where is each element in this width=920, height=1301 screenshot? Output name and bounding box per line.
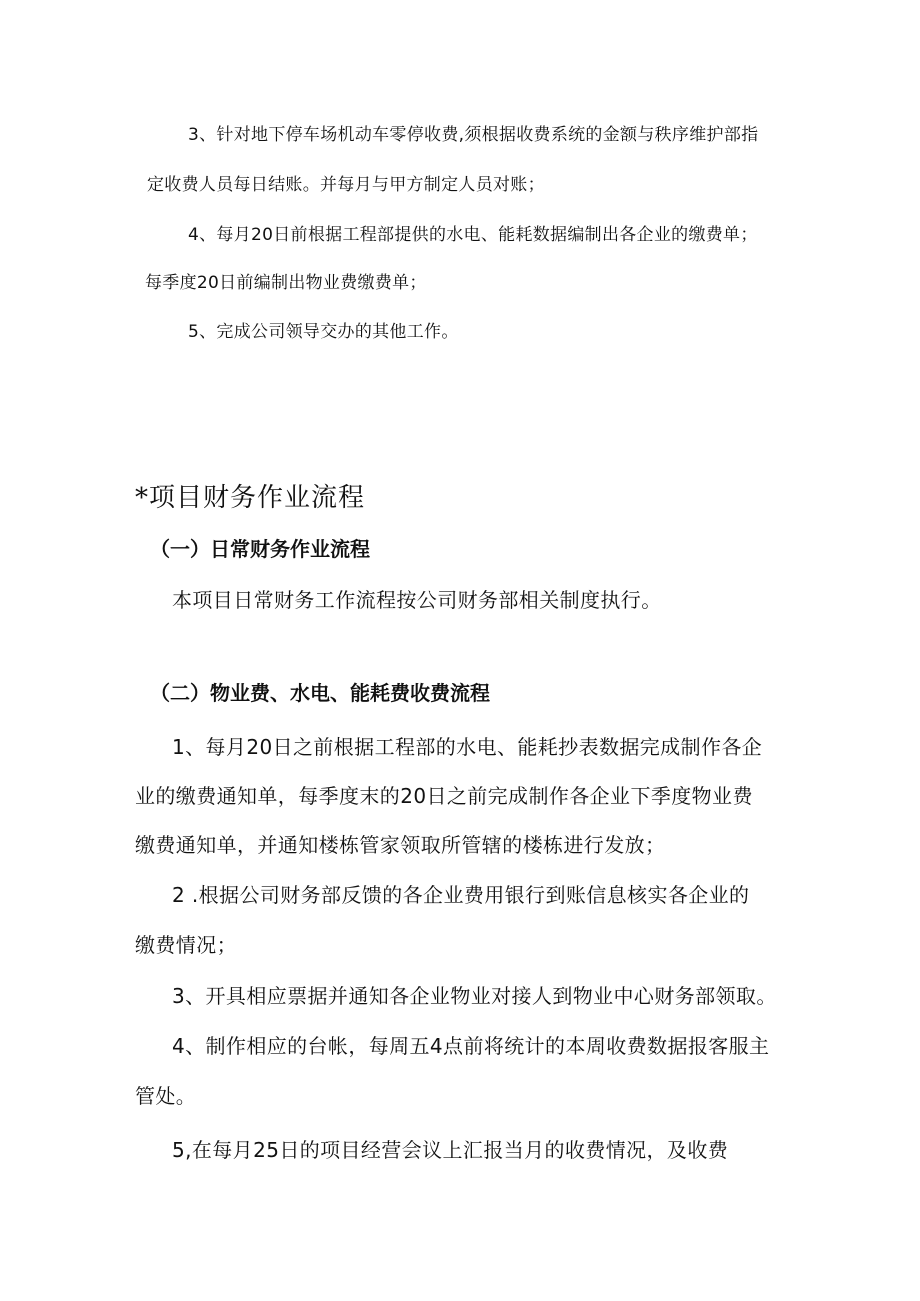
section-title: *项目财务作业流程 — [135, 483, 366, 513]
item-3-line-2: 定收费人员每日结账。并每月与甲方制定人员对账； — [147, 175, 545, 195]
paragraph-line: 缴费通知单，并通知楼栋管家领取所管辖的楼栋进行发放； — [135, 833, 666, 857]
item-4-line-2: 每季度20日前编制出物业费缴费单； — [145, 273, 427, 293]
item-4-line-1: 4、每月20日前根据工程部提供的水电、能耗数据编制出各企业的缴费单； — [188, 225, 758, 245]
subsection-heading-1: （一）日常财务作业流程 — [150, 537, 370, 561]
paragraph-line: 1、每月20日之前根据工程部的水电、能耗抄表数据完成制作各企 — [172, 735, 763, 759]
item-3-line-1: 3、针对地下停车场机动车零停收费,须根据收费系统的金额与秩序维护部指 — [188, 125, 759, 145]
paragraph-line: 4、制作相应的台帐，每周五4点前将统计的本周收费数据报客服主 — [172, 1034, 770, 1058]
paragraph-line: 5,在每月25日的项目经营会议上汇报当月的收费情况，及收费 — [172, 1138, 729, 1162]
subsection-heading-2: （二）物业费、水电、能耗费收费流程 — [150, 681, 490, 705]
paragraph-line: 3、开具相应票据并通知各企业物业对接人到物业中心财务部领取。 — [172, 984, 777, 1008]
paragraph-line: 缴费情况； — [135, 933, 237, 957]
subsection-1-text: 本项目日常财务工作流程按公司财务部相关制度执行。 — [172, 588, 662, 612]
item-5: 5、完成公司领导交办的其他工作。 — [188, 322, 459, 342]
paragraph-line: 2 .根据公司财务部反馈的各企业费用银行到账信息核实各企业的 — [172, 883, 750, 907]
paragraph-line: 业的缴费通知单，每季度末的20日之前完成制作各企业下季度物业费 — [135, 784, 753, 808]
paragraph-line: 管处。 — [135, 1084, 197, 1108]
